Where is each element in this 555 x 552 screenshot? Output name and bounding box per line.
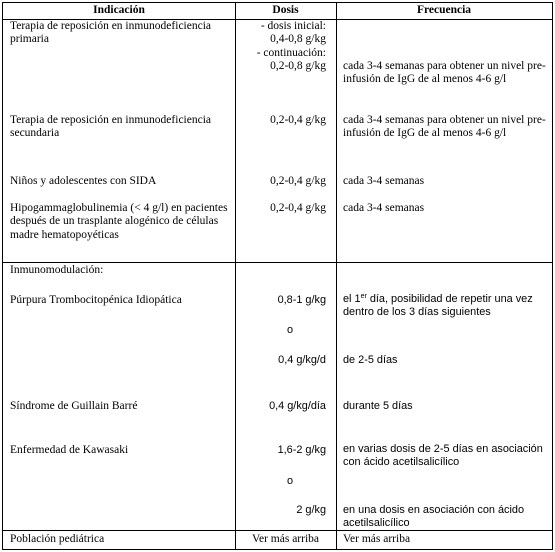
- column-divider: [235, 3, 236, 549]
- frecuencia-cell: Ver más arriba: [343, 533, 411, 545]
- header-frecuencia: Frecuencia: [416, 4, 472, 16]
- dosis-cell: 2 g/kg: [296, 504, 326, 516]
- dosis-cell: 0,4 g/kg/d: [278, 354, 326, 366]
- frecuencia-cell: en varias dosis de 2-5 días en asociación con ácido acetilsalicílico: [343, 443, 543, 469]
- header-indicacion: Indicación: [93, 4, 145, 16]
- section-title: Inmunomodulación:: [10, 264, 104, 276]
- dosis-line: 0,2-0,8 g/kg: [270, 60, 326, 73]
- dosis-line: - dosis inicial:: [260, 20, 326, 32]
- indicacion-cell: Enfermedad de Kawasaki: [10, 444, 129, 456]
- indicacion-cell: Hipogammaglobulinemia (< 4 g/l) en pacientes después de un trasplante alogénico de células madre hematopoyéticas: [10, 202, 228, 241]
- frecuencia-cell: durante 5 días: [343, 400, 413, 412]
- indicacion-cell: Síndrome de Guillain Barré: [10, 400, 138, 412]
- indicacion-cell: Niños y adolescentes con SIDA: [10, 175, 157, 187]
- indicacion-cell: Población pediátrica: [10, 533, 105, 545]
- dosis-cell: 1,6-2 g/kg: [277, 444, 326, 456]
- dosis-line: - continuación:: [256, 46, 326, 59]
- indicacion-cell: Terapia de reposición en inmunodeficiencia secundaria: [10, 114, 211, 140]
- frecuencia-cell: cada 3-4 semanas para obtener un nivel pre-infusión de IgG de al menos 4-6 g/l: [343, 114, 546, 140]
- frecuencia-cell: cada 3-4 semanas: [343, 175, 425, 187]
- indicacion-cell: Púrpura Trombocitopénica Idiopática: [10, 294, 182, 306]
- frecuencia-cell: cada 3-4 semanas para obtener un nivel pre-infusión de IgG de al menos 4-6 g/l: [343, 60, 546, 86]
- dosis-cell: 0,4 g/kg/día: [269, 400, 326, 412]
- dosis-cell: 0,2-0,4 g/kg: [270, 202, 326, 214]
- indicacion-cell: Terapia de reposición en inmunodeficiencia primaria: [10, 20, 211, 46]
- frecuencia-cell: [336, 293, 552, 320]
- or-separator: o: [286, 475, 294, 487]
- dosis-cell: 0,2-0,4 g/kg: [270, 175, 326, 187]
- freq-prefix: el 1: [343, 293, 361, 305]
- header-dosis: Dosis: [272, 4, 299, 16]
- dosage-table: [2, 2, 553, 550]
- dosis-cell: Ver más arriba: [251, 533, 320, 545]
- frecuencia-cell: de 2-5 días: [343, 354, 398, 366]
- dosis-cell: 0,2-0,4 g/kg: [270, 114, 326, 126]
- freq-rest: día, posibilidad de repetir una vez dentro de los 3 días siguientes: [343, 293, 533, 319]
- dosis-line: 0,4-0,8 g/kg: [270, 33, 326, 46]
- or-separator: o: [286, 324, 294, 336]
- dosis-cell: 0,8-1 g/kg: [277, 294, 326, 306]
- frecuencia-cell: en una dosis en asociación con ácido acetilsalicílico: [343, 504, 525, 530]
- row-divider: [3, 262, 552, 263]
- ordinal-suffix: er: [360, 293, 367, 300]
- dosis-cell: [235, 20, 336, 74]
- frecuencia-cell: cada 3-4 semanas: [343, 202, 425, 214]
